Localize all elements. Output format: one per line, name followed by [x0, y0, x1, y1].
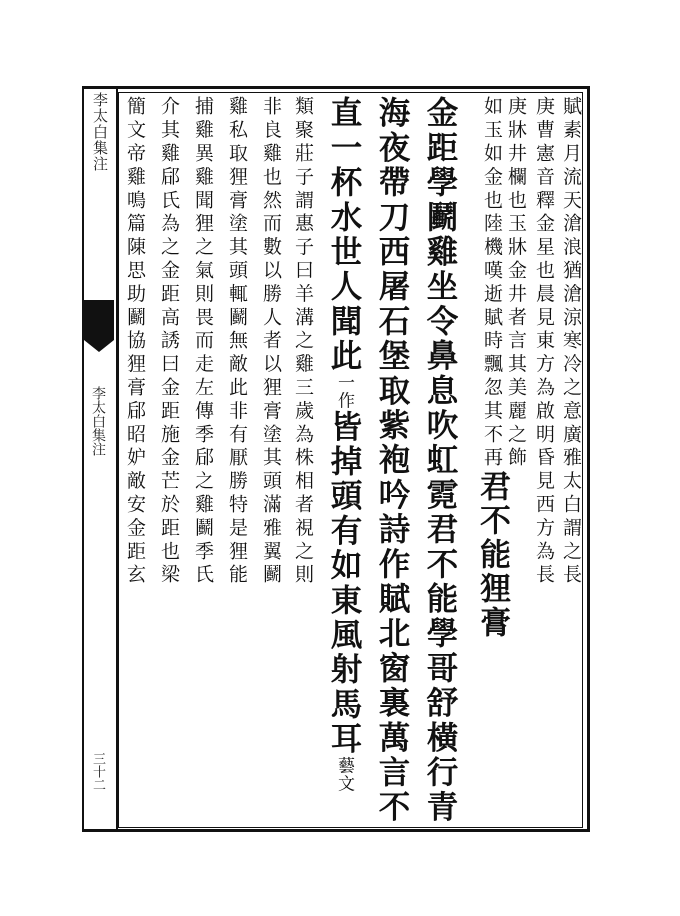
column-7-source-note: 藝文: [334, 756, 354, 793]
column-4-commentary: 如玉如金也陸機嘆逝賦時飄忽其不再: [481, 96, 503, 471]
margin-strip: [82, 86, 118, 832]
text-column-7: [322, 96, 367, 793]
text-column-8: 類聚莊子謂惠子曰羊溝之雞三歲為株相者視之則: [292, 96, 314, 588]
column-7-variant-note: 一作: [334, 373, 354, 410]
text-column-2: 庚曹憲音釋金星也晨見東方為啟明昏見西方為長: [533, 96, 555, 588]
text-column-11: 捕雞異雞聞狸之氣則畏而走左傳季郈之雞鬬季氏: [192, 96, 214, 588]
column-7-verse: 直一杯水世人聞此: [326, 96, 363, 374]
text-column-3: 庚牀井欄也玉牀金井者言其美麗之飾: [505, 96, 527, 471]
text-column-12: 介其雞郈氏為之金距高誘曰金距施金芒於距也梁: [158, 96, 180, 588]
text-column-9: 非良雞也然而數以勝人者以狸膏塗其頭滿雅翼鬬: [260, 96, 282, 588]
text-column-6: 海夜帶刀西屠石堡取紫袍吟詩作賦北窗裏萬言不: [374, 96, 411, 825]
text-column-1: 賦素月流天滄浪猶滄涼寒冷之意廣雅太白謂之長: [560, 96, 582, 588]
margin-header: 李太白集注: [91, 92, 109, 172]
margin-book-title: 李太白集注: [90, 386, 106, 456]
text-column-13: 簡文帝雞鳴篇陳思助鬬協狸膏郈昭妒敵安金距玄: [124, 96, 146, 588]
text-column-4: [470, 96, 515, 640]
column-7-verse-tail: 皆掉頭有如東風射馬耳: [326, 409, 363, 757]
text-column-5: 金距學鬬雞坐令鼻息吹虹霓君不能學哥舒橫行青: [422, 96, 459, 825]
fish-tail-mark-icon: [84, 300, 114, 340]
text-column-10: 雞私取狸膏塗其頭輒鬬無敵此非有厭勝特是狸能: [226, 96, 248, 588]
page-number: 三十二: [90, 752, 105, 791]
column-4-verse-tail: 君不能狸膏: [474, 470, 510, 641]
